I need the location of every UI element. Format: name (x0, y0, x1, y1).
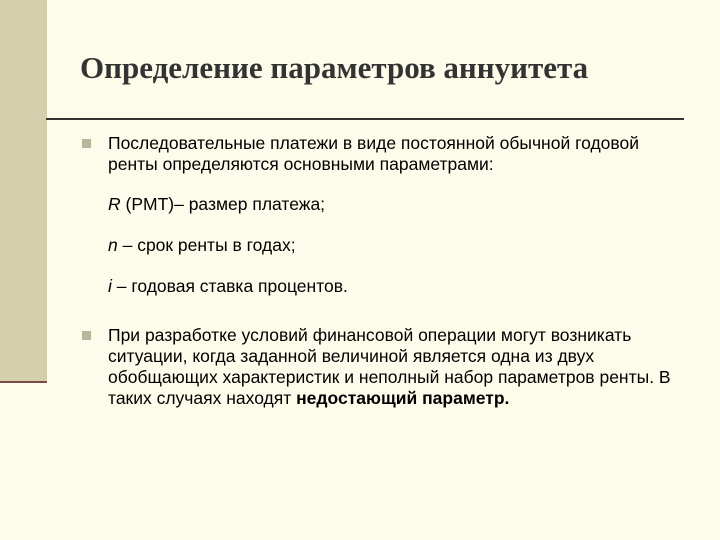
param-symbol: R (108, 194, 121, 214)
param-symbol: n (108, 235, 118, 255)
bullet-item-1-text: Последовательные платежи в виде постоянной обычной годовой ренты определяются основными параметрами: (108, 133, 639, 174)
param-line-i (82, 276, 682, 297)
bullet-item-1 (82, 133, 682, 175)
bullet-item-2 (82, 325, 682, 409)
param-line-n (82, 235, 682, 256)
slide-title: Определение параметров аннуитета (80, 50, 589, 85)
left-decor-accent-line (0, 381, 47, 383)
bullet-item-2-emphasis: недостающий параметр. (296, 388, 510, 408)
square-bullet-icon (82, 331, 91, 340)
square-bullet-icon (82, 139, 91, 148)
slide-content (82, 133, 682, 409)
param-line-r (82, 194, 682, 215)
param-description: – срок ренты в годах; (117, 235, 296, 255)
title-underline (46, 118, 684, 120)
left-decor-bar (0, 0, 47, 383)
param-description: – годовая ставка процентов. (111, 276, 348, 296)
param-description: (PMT)– размер платежа; (120, 194, 326, 214)
bullet-item-2-text: При разработке условий финансовой операции могут возникать ситуации, когда заданной величиной является одна из двух обобщающих характеристик и неполный набор параметров ренты. В таких случаях находят (108, 325, 671, 408)
param-symbol: i (108, 276, 112, 296)
